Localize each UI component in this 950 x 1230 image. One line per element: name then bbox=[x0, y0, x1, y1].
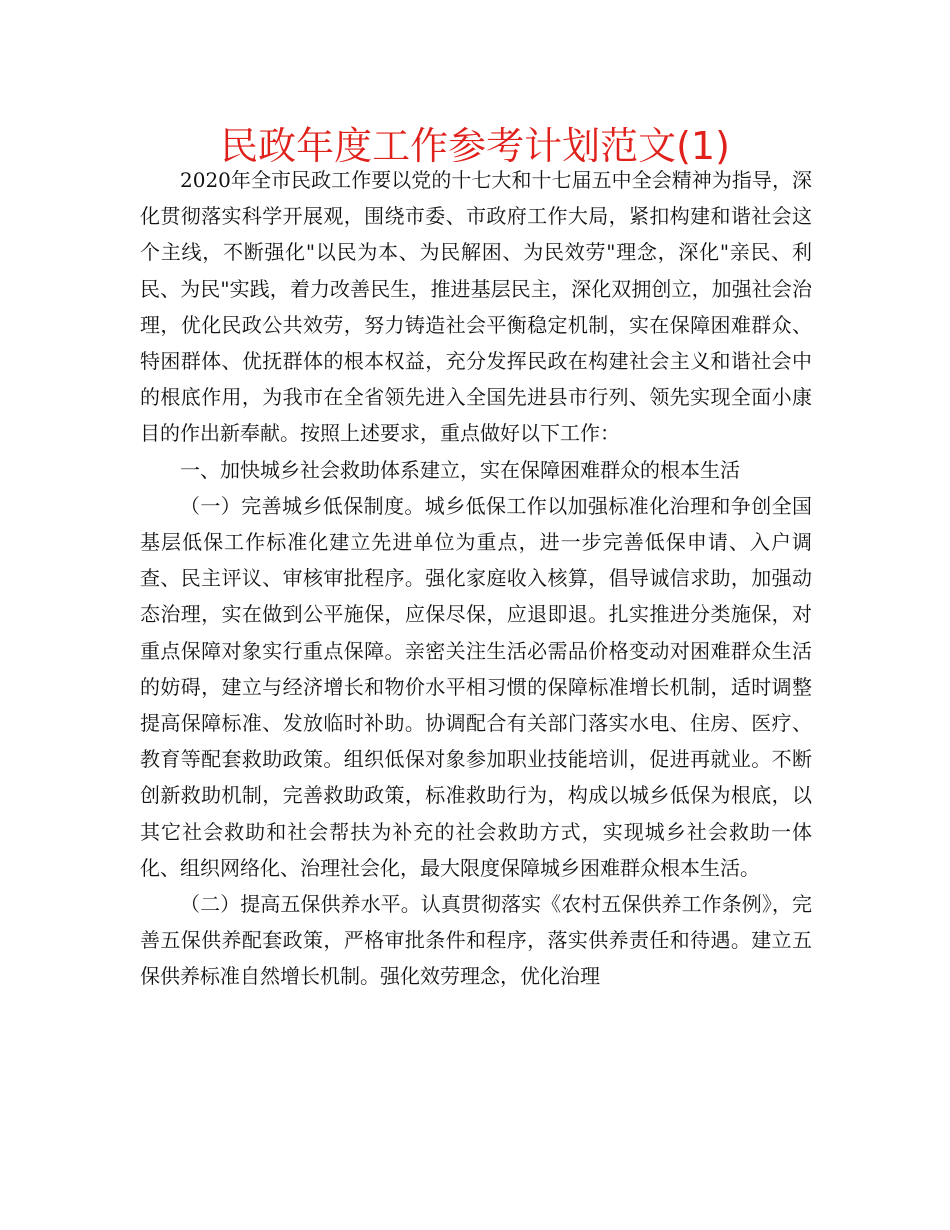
section-heading: 一、加快城乡社会救助体系建立，实在保障困难群众的根本生活 bbox=[180, 457, 740, 482]
document-body bbox=[140, 162, 812, 995]
subsection-paragraph-2: （二）提高五保供养水平。认真贯彻落实《农村五保供养工作条例》，完善五保供养配套政策，严格审批条件和程序，落实供养责任和待遇。建立五保供养标准自然增长机制。强化效劳理念，优化治理 bbox=[140, 892, 812, 989]
subsection-paragraph-1: （一）完善城乡低保制度。城乡低保工作以加强标准化治理和争创全国基层低保工作标准化建立先进单位为重点，进一步完善低保申请、入户调查、民主评议、审核审批程序。强化家庭收入核算，倡导诚信求助，加强动态治理，实在做到公平施保，应保尽保，应退即退。扎实推进分类施保，对重点保障对象实行重点保障。亲密关注生活必需品价格变动对困难群众生活的妨碍，建立与经济增长和物价水平相习惯的保障标准增长机制，适时调整提高保障标准、发放临时补助。协调配合有关部门落实水电、住房、医疗、教育等配套救助政策。组织低保对象参加职业技能培训，促进再就业。不断创新救助机制，完善救助政策，标准救助行为，构成以城乡低保为根底，以其它社会救助和社会帮扶为补充的社会救助方式，实现城乡社会救助一体化、组织网络化、治理社会化，最大限度保障城乡困难群众根本生活。 bbox=[140, 493, 812, 880]
intro-paragraph: 2020年全市民政工作要以党的十七大和十七届五中全会精神为指导，深化贯彻落实科学开展观，围绕市委、市政府工作大局，紧扣构建和谐社会这个主线，不断强化"以民为本、为民解困、为民效劳"理念，深化"亲民、利民、为民"实践，着力改善民生，推进基层民主，深化双拥创立，加强社会治理，优化民政公共效劳，努力铸造社会平衡稳定机制，实在保障困难群众、特困群体、优抚群体的根本权益，充分发挥民政在构建社会主义和谐社会中的根底作用，为我市在全省领先进入全国先进县市行列、领先实现全面小康目的作出新奉献。按照上述要求，重点做好以下工作： bbox=[140, 168, 812, 446]
document-title: 民政年度工作参考计划范文(1) bbox=[220, 124, 730, 168]
